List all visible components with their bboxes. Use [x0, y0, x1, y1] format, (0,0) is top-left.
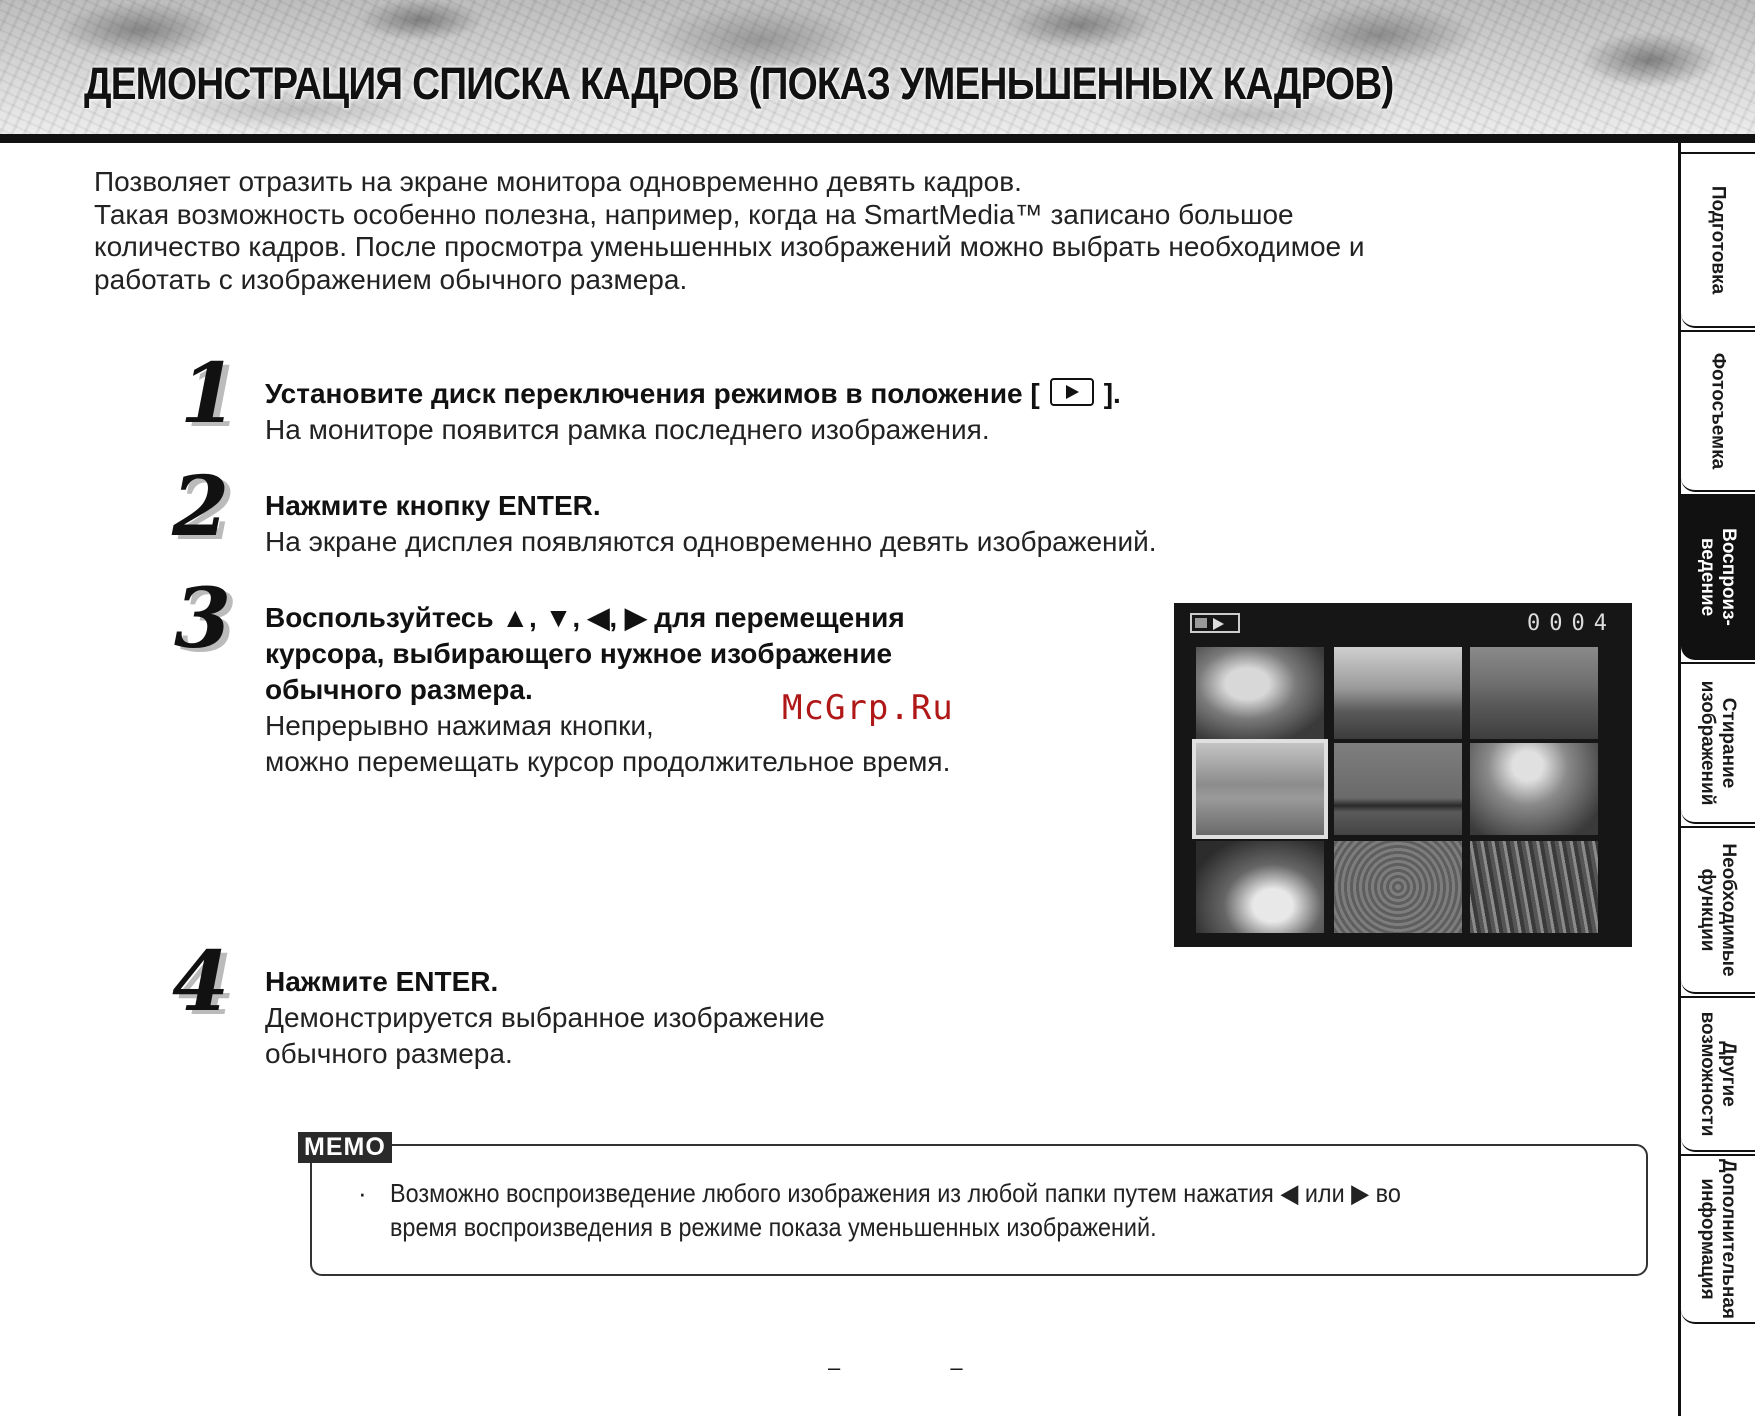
- step-2-heading: Нажмите кнопку ENTER.: [265, 490, 601, 521]
- step-3-heading-line3: обычного размера.: [265, 674, 533, 705]
- memo-bullet: ·: [358, 1178, 367, 1208]
- header-rule: [0, 134, 1755, 143]
- step-1-body: На мониторе появится рамка последнего изображения.: [265, 414, 990, 445]
- intro-line: Такая возможность особенно полезна, например, когда на SmartMedia™ записано большое: [94, 198, 1294, 230]
- tab-other[interactable]: [1681, 996, 1755, 1152]
- thumbnail[interactable]: [1196, 647, 1324, 739]
- thumbnail[interactable]: [1334, 743, 1462, 835]
- thumbnail[interactable]: [1334, 647, 1462, 739]
- step-4-body-line1: Демонстрируется выбранное изображение: [265, 1002, 825, 1033]
- page-title: ДЕМОНСТРАЦИЯ СПИСКА КАДРОВ (ПОКАЗ УМЕНЬШЕННЫХ КАДРОВ): [84, 58, 1394, 109]
- tab-label: Стирание изображений: [1697, 680, 1739, 806]
- play-mode-icon: [1050, 378, 1094, 406]
- thumbnail-selected[interactable]: [1196, 743, 1324, 835]
- thumbnail[interactable]: [1470, 743, 1598, 835]
- thumbnail[interactable]: [1196, 841, 1324, 933]
- tab-playback[interactable]: [1681, 494, 1755, 660]
- watermark: McGrp.Ru: [782, 688, 954, 728]
- tab-functions[interactable]: [1681, 826, 1755, 994]
- page-number: – –: [828, 1355, 1015, 1380]
- tab-label: Воспроиз- ведение: [1697, 528, 1739, 626]
- step-4-heading: Нажмите ENTER.: [265, 966, 499, 997]
- tab-erase[interactable]: [1681, 662, 1755, 824]
- memo-text: [390, 1176, 1610, 1244]
- step-number-2: 2: [172, 459, 230, 555]
- step-number-4: 4: [172, 934, 230, 1030]
- step-3-body-line2: можно перемещать курсор продолжительное время.: [265, 746, 951, 777]
- memo-tag: MEMO: [298, 1132, 392, 1163]
- tab-label: Необходимые функции: [1697, 843, 1739, 977]
- frame-counter: 0004: [1527, 611, 1616, 636]
- memo-line: Возможно воспроизведение любого изображения из любой папки путем нажатия ◀ или ▶ во: [390, 1178, 1401, 1208]
- thumbnail[interactable]: [1334, 841, 1462, 933]
- tab-label: Дополнительная информация: [1697, 1159, 1739, 1319]
- tab-shooting[interactable]: [1681, 330, 1755, 492]
- tab-label: Фотосъемка: [1707, 352, 1729, 470]
- header-banner: [0, 0, 1755, 140]
- step-3-heading-line1: Воспользуйтесь ▲, ▼, ◀, ▶ для перемещения: [265, 602, 905, 633]
- step-4-body-line2: обычного размера.: [265, 1038, 513, 1069]
- intro-line: количество кадров. После просмотра уменьшенных изображений можно выбрать необходимое и: [94, 231, 1365, 262]
- step-2-body: На экране дисплея появляются одновременно девять изображений.: [265, 526, 1157, 557]
- monitor-screen: [1174, 603, 1632, 947]
- tab-label: Подготовка: [1707, 185, 1729, 295]
- step-1-heading: [265, 376, 1121, 412]
- intro-line: работать с изображением обычного размера.: [94, 263, 688, 295]
- tab-label: Другие возможности: [1697, 1011, 1739, 1137]
- thumbnail[interactable]: [1470, 841, 1598, 933]
- step-number-3: 3: [174, 571, 232, 667]
- step-number-1: 1: [180, 346, 238, 442]
- step-3-body-line1: Непрерывно нажимая кнопки,: [265, 710, 654, 741]
- tab-preparation[interactable]: [1681, 152, 1755, 328]
- playback-mode-icon: [1190, 613, 1240, 633]
- thumbnail[interactable]: [1470, 647, 1598, 739]
- intro-line: Позволяет отразить на экране монитора одновременно девять кадров.: [94, 166, 1022, 197]
- step-1-heading-text: Установите диск переключения режимов в положение [: [265, 378, 1040, 409]
- step-3-heading-line2: курсора, выбирающего нужное изображение: [265, 638, 893, 669]
- intro-paragraph: [94, 166, 1634, 296]
- tab-additional-info[interactable]: [1681, 1154, 1755, 1324]
- memo-line: время воспроизведения в режиме показа уменьшенных изображений.: [390, 1212, 1157, 1242]
- step-1-heading-end: ].: [1103, 378, 1121, 409]
